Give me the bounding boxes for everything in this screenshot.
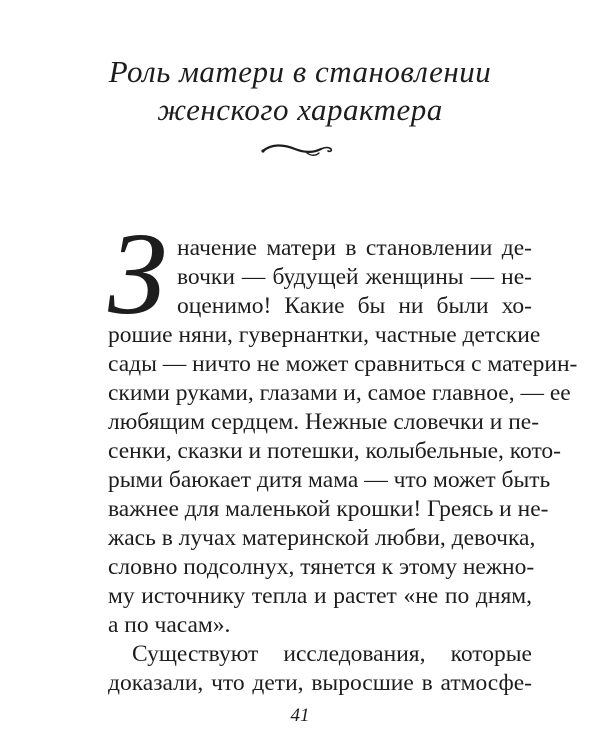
chapter-title-line-2: женского характера	[157, 92, 443, 127]
text-line: вочки — будущей женщины — не-	[177, 264, 532, 290]
page-number: 41	[290, 705, 310, 726]
text-line: начение матери в становлении де-	[177, 235, 532, 261]
ornamental-flourish-icon	[261, 138, 335, 160]
text-line: словно подсолнух, тянется к этому нежно-	[108, 554, 535, 580]
text-line: оценимо! Какие бы ни были хо-	[177, 293, 532, 319]
text-line: Существуют исследования, которые	[132, 641, 532, 667]
text-line: рыми баюкает дитя мама — что может быть	[108, 467, 551, 493]
text-line: сенки, сказки и потешки, колыбельные, кото-	[108, 438, 561, 464]
text-line: сады — ничто не может сравниться с материн-	[108, 351, 578, 377]
text-line: скими руками, глазами и, самое главное, — ее	[108, 380, 571, 406]
chapter-title-line-1: Роль матери в становлении	[108, 54, 492, 89]
text-line: доказали, что дети, выросшие в атмосфе-	[108, 670, 532, 696]
text-line: любящим сердцем. Нежные словечки и пе-	[108, 409, 540, 435]
text-line: а по часам».	[108, 612, 231, 638]
drop-cap-letter: З	[108, 208, 167, 339]
text-line: важнее для маленькой крошки! Греясь и не-	[108, 496, 549, 522]
text-line: жась в лучах материнской любви, девочка,	[108, 525, 536, 551]
text-line: му источнику тепла и растет «не по дням,	[108, 583, 532, 609]
text-line: рошие няни, гувернантки, частные детские	[108, 322, 541, 348]
